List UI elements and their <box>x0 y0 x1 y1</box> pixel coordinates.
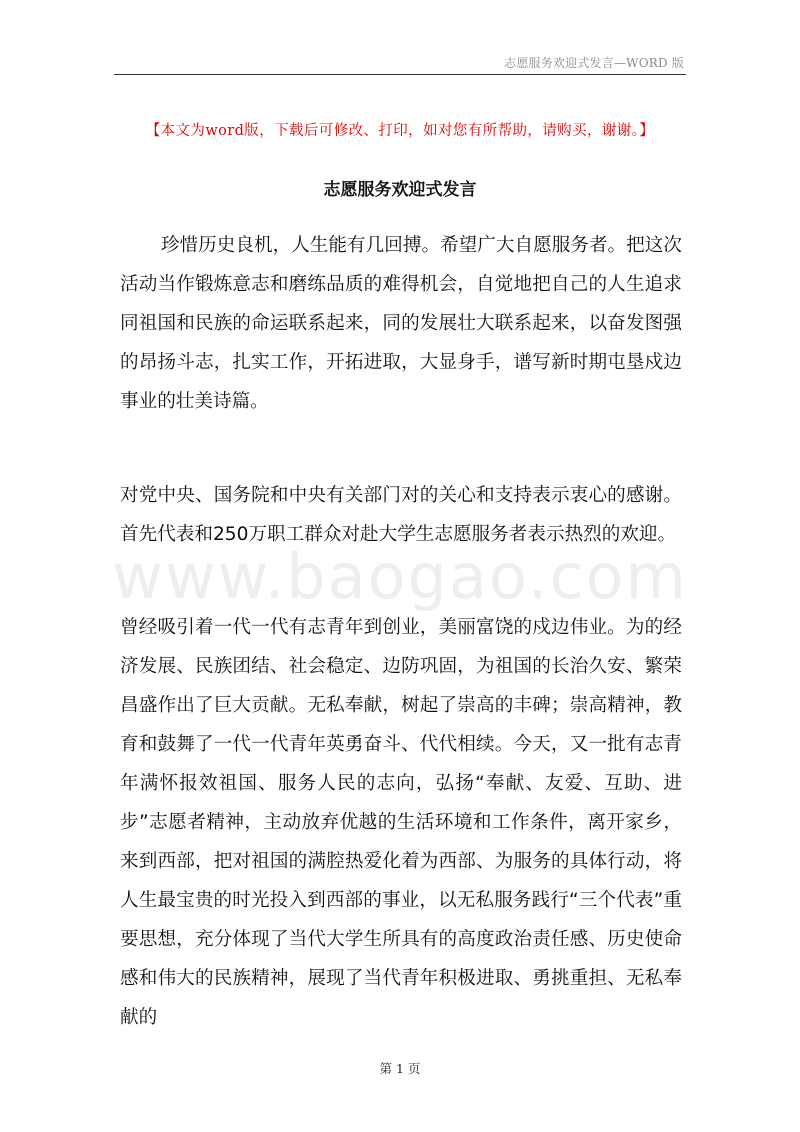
running-header: 志愿服务欢迎式发言—WORD 版 <box>504 56 684 70</box>
paragraph-2: 对党中央、国务院和中央有关部门对的关心和支持表示衷心的感谢。首先代表和250万职工群众对赴大学生志愿服务者表示热烈的欢迎。 <box>120 485 682 545</box>
paragraph-3: 曾经吸引着一代一代有志青年到创业，美丽富饶的戍边伟业。为的经济发展、民族团结、社会稳定、边防巩固，为祖国的长治久安、繁荣昌盛作出了巨大贡献。无私奉献，树起了崇高的丰碑；崇高精神，教育和鼓舞了一代一代青年英勇奋斗、代代相续。今天，又一批有志青年满怀报效祖国、服务人民的志向，弘扬“奉献、友爱、互助、进步”志愿者精神，主动放弃优越的生活环境和工作条件，离开家乡，来到西部，把对祖国的满腔热爱化着为西部、为服务的具体行动，将人生最宝贵的时光投入到西部的事业，以无私服务践行“三个代表”重要思想，充分体现了当代大学生所具有的高度政治责任感、历史使命感和伟大的民族精神，展现了当代青年积极进取、勇挑重担、无私奉献的 <box>120 617 682 1028</box>
watermark-text: www.baogao.com <box>112 540 688 613</box>
paragraph-1: 珍惜历史良机，人生能有几回搏。希望广大自愿服务者。把这次活动当作锻炼意志和磨练品质的难得机会，自觉地把自己的人生追求同祖国和民族的命运联系起来，同的发展壮大联系起来，以奋发图强的昂扬斗志，扎实工作，开拓进取，大显身手，谱写新时期屯垦戍边事业的壮美诗篇。 <box>120 235 682 412</box>
body-section-1 <box>120 226 682 421</box>
purchase-notice: 【本文为word版，下载后可修改、打印，如对您有所帮助，请购买，谢谢。】 <box>145 123 655 139</box>
body-section-2 <box>120 476 682 554</box>
body-section-3 <box>120 608 682 1037</box>
header-rule <box>114 74 686 75</box>
page-number: 第 1 页 <box>379 1061 421 1076</box>
document-title: 志愿服务欢迎式发言 <box>323 180 477 200</box>
